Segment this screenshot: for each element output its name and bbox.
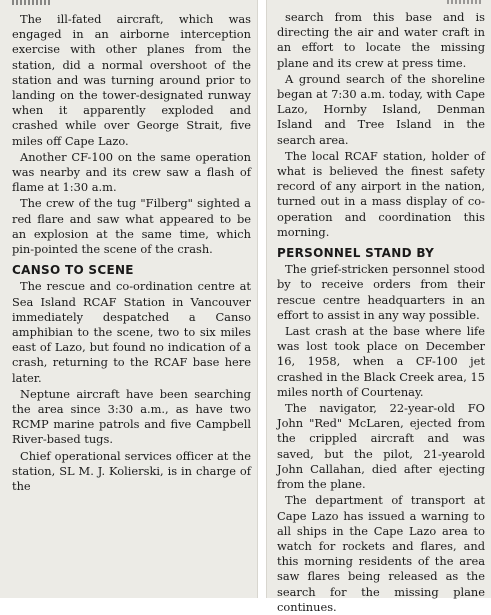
paragraph: The grief-stricken personnel stood by to receive orders from their rescue centre headquarters in an effort to assist in any way possible. [277, 262, 485, 322]
paragraph: Last crash at the base where life was lost took place on December 16, 1958, when a CF-100 jet crashed in the Black Creek area, 15 miles north of Courtenay. [277, 324, 485, 399]
paragraph: Chief operational services officer at the station, SL M. J. Kolierski, is in charge of the [12, 448, 251, 494]
paragraph: The ill-fated aircraft, which was engaged in an airborne interception exercise with other planes from the station, did a normal overshoot of the station and was turning around prior to landing on the tower-designated runway when it apparently exploded and crashed while over George Strait, five miles off Cape Lazo. [12, 12, 251, 148]
paragraph: The department of transport at Cape Lazo has issued a warning to all ships in the Cape Lazo area to watch for rockets and flares, and this morning residents of the area saw flares being released as the search for the missing plane continues. [277, 493, 485, 614]
paragraph: The local RCAF station, holder of what is believed the finest safety record of any airport in the nation, turned out in a mass display of co-operation and coordination this morning. [277, 148, 485, 239]
section-heading: CANSO TO SCENE [12, 263, 134, 278]
paragraph: The navigator, 22-year-old FO John "Red" McLaren, ejected from the crippled aircraft and was saved, but the pilot, 21-yearold John Callahan, died after ejecting from the plane. [277, 401, 485, 492]
section-heading: PERSONNEL STAND BY [277, 246, 435, 261]
paragraph: Neptune aircraft have been searching the area since 3:30 a.m., as have two RCMP marine patrols and five Campbell River-based tugs. [12, 386, 251, 447]
column-gutter [258, 0, 266, 598]
clipped-text-fragment [12, 0, 52, 5]
right-article-column [266, 0, 491, 614]
paragraph: The rescue and co-ordination centre at Sea Island RCAF Station in Vancouver immediately despatched a Canso amphibian to the scene, two to six miles east of Lazo, but found no indication of a crash, returning to the RCAF base here later. [12, 279, 251, 385]
paragraph: A ground search of the shoreline began at 7:30 a.m. today, with Cape Lazo, Hornby Island, Denman Island and Tree Island in the search area. [277, 71, 485, 147]
paragraph: The crew of the tug "Filberg" sighted a red flare and saw what appeared to be an explosion at the same time, which pin-pointed the scene of the crash. [12, 196, 251, 257]
clipped-text-fragment [447, 0, 483, 4]
paragraph: Another CF-100 on the same operation was nearby and its crew saw a flash of flame at 1:30 a.m. [12, 149, 251, 195]
paragraph: search from this base and is directing the air and water craft in an effort to locate the missing plane and its crew at press time. [277, 10, 485, 70]
